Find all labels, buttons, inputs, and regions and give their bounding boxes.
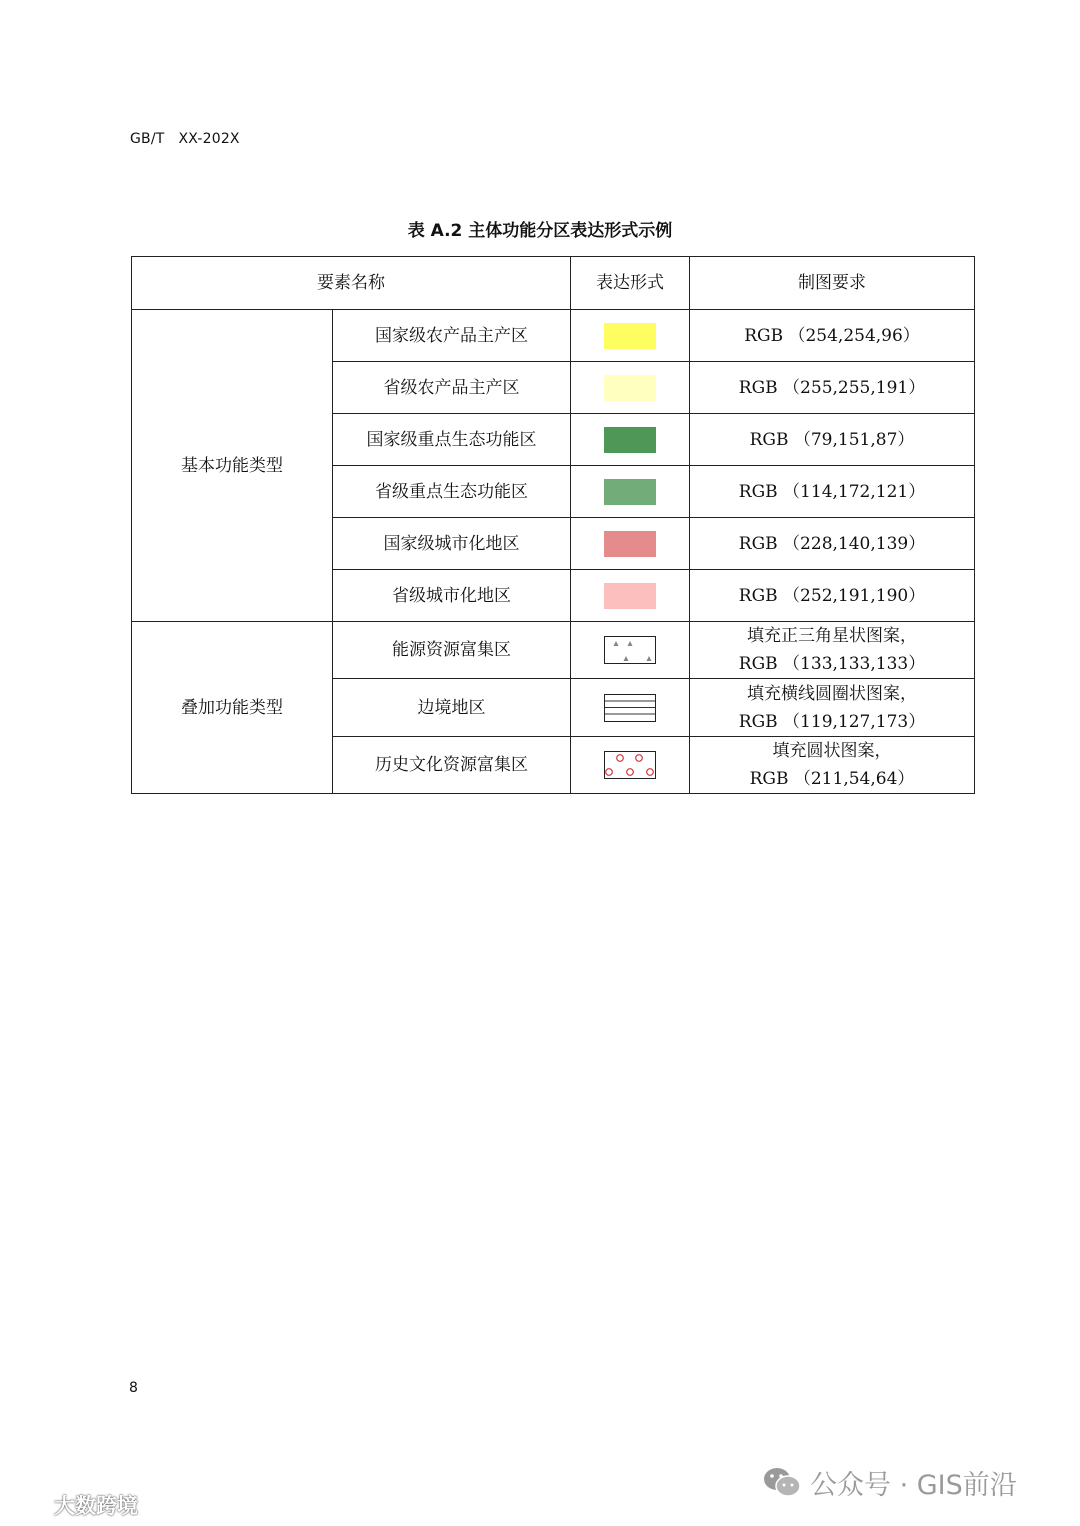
zone-name-cell: 能源资源富集区 bbox=[333, 622, 571, 679]
requirement-cell: RGB （252,191,190） bbox=[690, 570, 975, 622]
zone-name-cell: 省级农产品主产区 bbox=[333, 362, 571, 414]
color-swatch bbox=[604, 583, 656, 609]
watermark-wechat-text: 公众号 · GIS前沿 bbox=[810, 1469, 1017, 1501]
table-row bbox=[132, 310, 975, 362]
color-swatch bbox=[604, 323, 656, 349]
category-cell-overlay: 叠加功能类型 bbox=[132, 622, 333, 794]
color-swatch bbox=[604, 375, 656, 401]
rgb-value: RGB （119,127,173） bbox=[738, 711, 926, 732]
watermark-brand bbox=[8, 1490, 138, 1520]
page-number: 8 bbox=[129, 1380, 138, 1396]
expression-cell bbox=[571, 310, 690, 362]
expression-cell bbox=[571, 622, 690, 679]
requirement-cell bbox=[690, 679, 975, 737]
triangle-star-pattern-icon bbox=[604, 636, 656, 664]
watermark-brand-text: 大数跨境 bbox=[54, 1494, 138, 1518]
requirement-cell bbox=[690, 737, 975, 794]
zone-name-cell: 国家级农产品主产区 bbox=[333, 310, 571, 362]
horizontal-lines-pattern-icon bbox=[604, 694, 656, 722]
color-swatch bbox=[604, 427, 656, 453]
brand-logo-icon bbox=[8, 1492, 50, 1518]
zone-name-cell: 省级重点生态功能区 bbox=[333, 466, 571, 518]
document-code: GB/T XX-202X bbox=[130, 131, 240, 147]
requirement-cell bbox=[690, 622, 975, 679]
header-expression: 表达形式 bbox=[571, 257, 690, 310]
circles-pattern-icon bbox=[604, 751, 656, 779]
zone-name-cell: 边境地区 bbox=[333, 679, 571, 737]
table-row bbox=[132, 622, 975, 679]
expression-cell bbox=[571, 518, 690, 570]
main-function-zone-table bbox=[131, 256, 975, 794]
pattern-description: 填充横线圆圈状图案， bbox=[747, 683, 917, 704]
color-swatch bbox=[604, 531, 656, 557]
header-requirement: 制图要求 bbox=[690, 257, 975, 310]
expression-cell bbox=[571, 570, 690, 622]
rgb-value: RGB （211,54,64） bbox=[749, 769, 915, 789]
zone-name-cell: 历史文化资源富集区 bbox=[333, 737, 571, 794]
rgb-value: RGB （133,133,133） bbox=[738, 654, 926, 674]
requirement-cell: RGB （255,255,191） bbox=[690, 362, 975, 414]
expression-cell bbox=[571, 414, 690, 466]
table-title: 表 A.2 主体功能分区表达形式示例 bbox=[407, 221, 673, 241]
requirement-cell: RGB （79,151,87） bbox=[690, 414, 975, 466]
pattern-description: 填充正三角星状图案， bbox=[747, 626, 917, 646]
expression-cell bbox=[571, 466, 690, 518]
table-header-row bbox=[132, 257, 975, 310]
requirement-cell: RGB （254,254,96） bbox=[690, 310, 975, 362]
wechat-icon bbox=[762, 1466, 802, 1498]
zone-name-cell: 国家级重点生态功能区 bbox=[333, 414, 571, 466]
requirement-cell: RGB （114,172,121） bbox=[690, 466, 975, 518]
expression-cell bbox=[571, 737, 690, 794]
expression-cell bbox=[571, 679, 690, 737]
requirement-cell: RGB （228,140,139） bbox=[690, 518, 975, 570]
expression-cell bbox=[571, 362, 690, 414]
zone-name-cell: 国家级城市化地区 bbox=[333, 518, 571, 570]
watermark-wechat bbox=[762, 1462, 1062, 1502]
zone-name-cell: 省级城市化地区 bbox=[333, 570, 571, 622]
color-swatch bbox=[604, 479, 656, 505]
pattern-description: 填充圆状图案， bbox=[772, 741, 892, 761]
category-cell-basic: 基本功能类型 bbox=[132, 310, 333, 622]
header-element-name: 要素名称 bbox=[132, 257, 571, 310]
